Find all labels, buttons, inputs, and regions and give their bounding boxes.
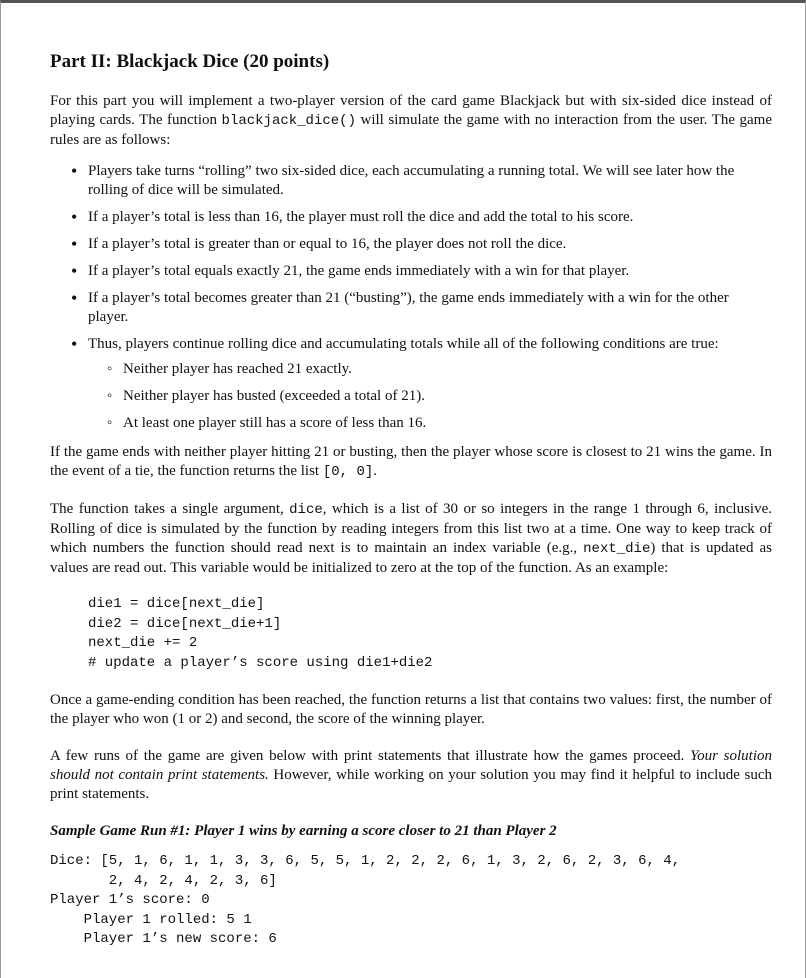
rule-item: • If a player’s total is greater than or equal to 16, the player does not roll the dice.	[88, 235, 772, 254]
dice-paragraph: The function takes a single argument, dice, which is a list of 30 or so integers in the range 1 through 6, inclusive. Rolling of dice is simulated by the function by reading integers from this list two at a time. One way to keep track of which numbers the function should read next is to maintain an index variable (e.g., next_die) that is updated as values are read out. This variable would be initialized to zero at the top of the function. As an example:	[50, 501, 772, 576]
condition-item: ◦ At least one player still has a score of less than 16.	[123, 414, 772, 433]
return-paragraph: Once a game-ending condition has been reached, the function returns a list that contains two values: first, the number of the player who won (1 or 2) and second, the score of the winning player.	[50, 692, 772, 727]
no-print-note: Your solution should not contain print statements.	[50, 748, 772, 783]
rules-list	[50, 162, 772, 433]
next-die-var-code: next_die	[583, 541, 651, 557]
code-line: die2 = dice[next_die+1]	[88, 615, 282, 632]
tie-paragraph: If the game ends with neither player hitting 21 or busting, then the player whose score is closest to 21 wins the game. In the event of a tie, the function returns the list [0, 0].	[50, 444, 772, 480]
condition-item: ◦ Neither player has reached 21 exactly.	[123, 360, 772, 379]
rule-item: • If a player’s total equals exactly 21, the game ends immediately with a win for that player.	[88, 262, 772, 281]
code-line: # update a player’s score using die1+die2	[88, 654, 433, 671]
rule-item: • If a player’s total is less than 16, the player must roll the dice and add the total to his score.	[88, 208, 772, 227]
output-line: Player 1’s score: 0	[50, 892, 210, 908]
runs-paragraph: A few runs of the game are given below with print statements that illustrate how the games proceed. Your solution should not contain print statements. However, while working on your solution you may find it helpful to include such print statements.	[50, 748, 773, 802]
function-name-code: blackjack_dice()	[221, 113, 356, 129]
dice-arg-code: dice	[289, 502, 323, 518]
rule-item: • Players take turns “rolling” two six-sided dice, each accumulating a running total. We will see later how the rolling of dice will be simulated.	[88, 162, 772, 200]
conditions-list	[88, 360, 772, 433]
code-line: die1 = dice[next_die]	[88, 596, 265, 612]
rule-item: • If a player’s total becomes greater than 21 (“busting”), the game ends immediately with a win for the other player.	[88, 289, 772, 327]
intro-paragraph: For this part you will implement a two-player version of the card game Blackjack but with six-sided dice instead of playing cards. The function blackjack_dice() will simulate the game with no interaction from the user. The game rules are as follows:	[50, 93, 772, 148]
code-line: next_die += 2	[88, 635, 198, 651]
section-heading: Part II: Blackjack Dice (20 points)	[50, 51, 330, 72]
tie-value-code: [0, 0]	[322, 464, 374, 480]
document-content	[50, 49, 772, 950]
sample-run-title: Sample Game Run #1: Player 1 wins by earning a score closer to 21 than Player 2	[50, 823, 557, 839]
rule-item: • Thus, players continue rolling dice and accumulating totals while all of the following conditions are true: ◦ Neither player has reached 21 exactly. ◦ Neither player has busted (exceeded a total of 21). ◦ At least one player still has a score of less than 16.	[88, 335, 772, 433]
condition-item: ◦ Neither player has busted (exceeded a total of 21).	[123, 387, 772, 406]
sample-run-output	[50, 852, 772, 950]
output-line: Player 1 rolled: 5 1	[50, 911, 252, 928]
output-line: Player 1’s new score: 6	[50, 931, 277, 947]
output-line: 2, 4, 2, 4, 2, 3, 6]	[50, 872, 277, 889]
output-line: Dice: [5, 1, 6, 1, 1, 3, 3, 6, 5, 5, 1, 2, 2, 2, 6, 1, 3, 2, 6, 2, 3, 6, 4,	[50, 853, 681, 869]
code-example	[88, 595, 772, 673]
